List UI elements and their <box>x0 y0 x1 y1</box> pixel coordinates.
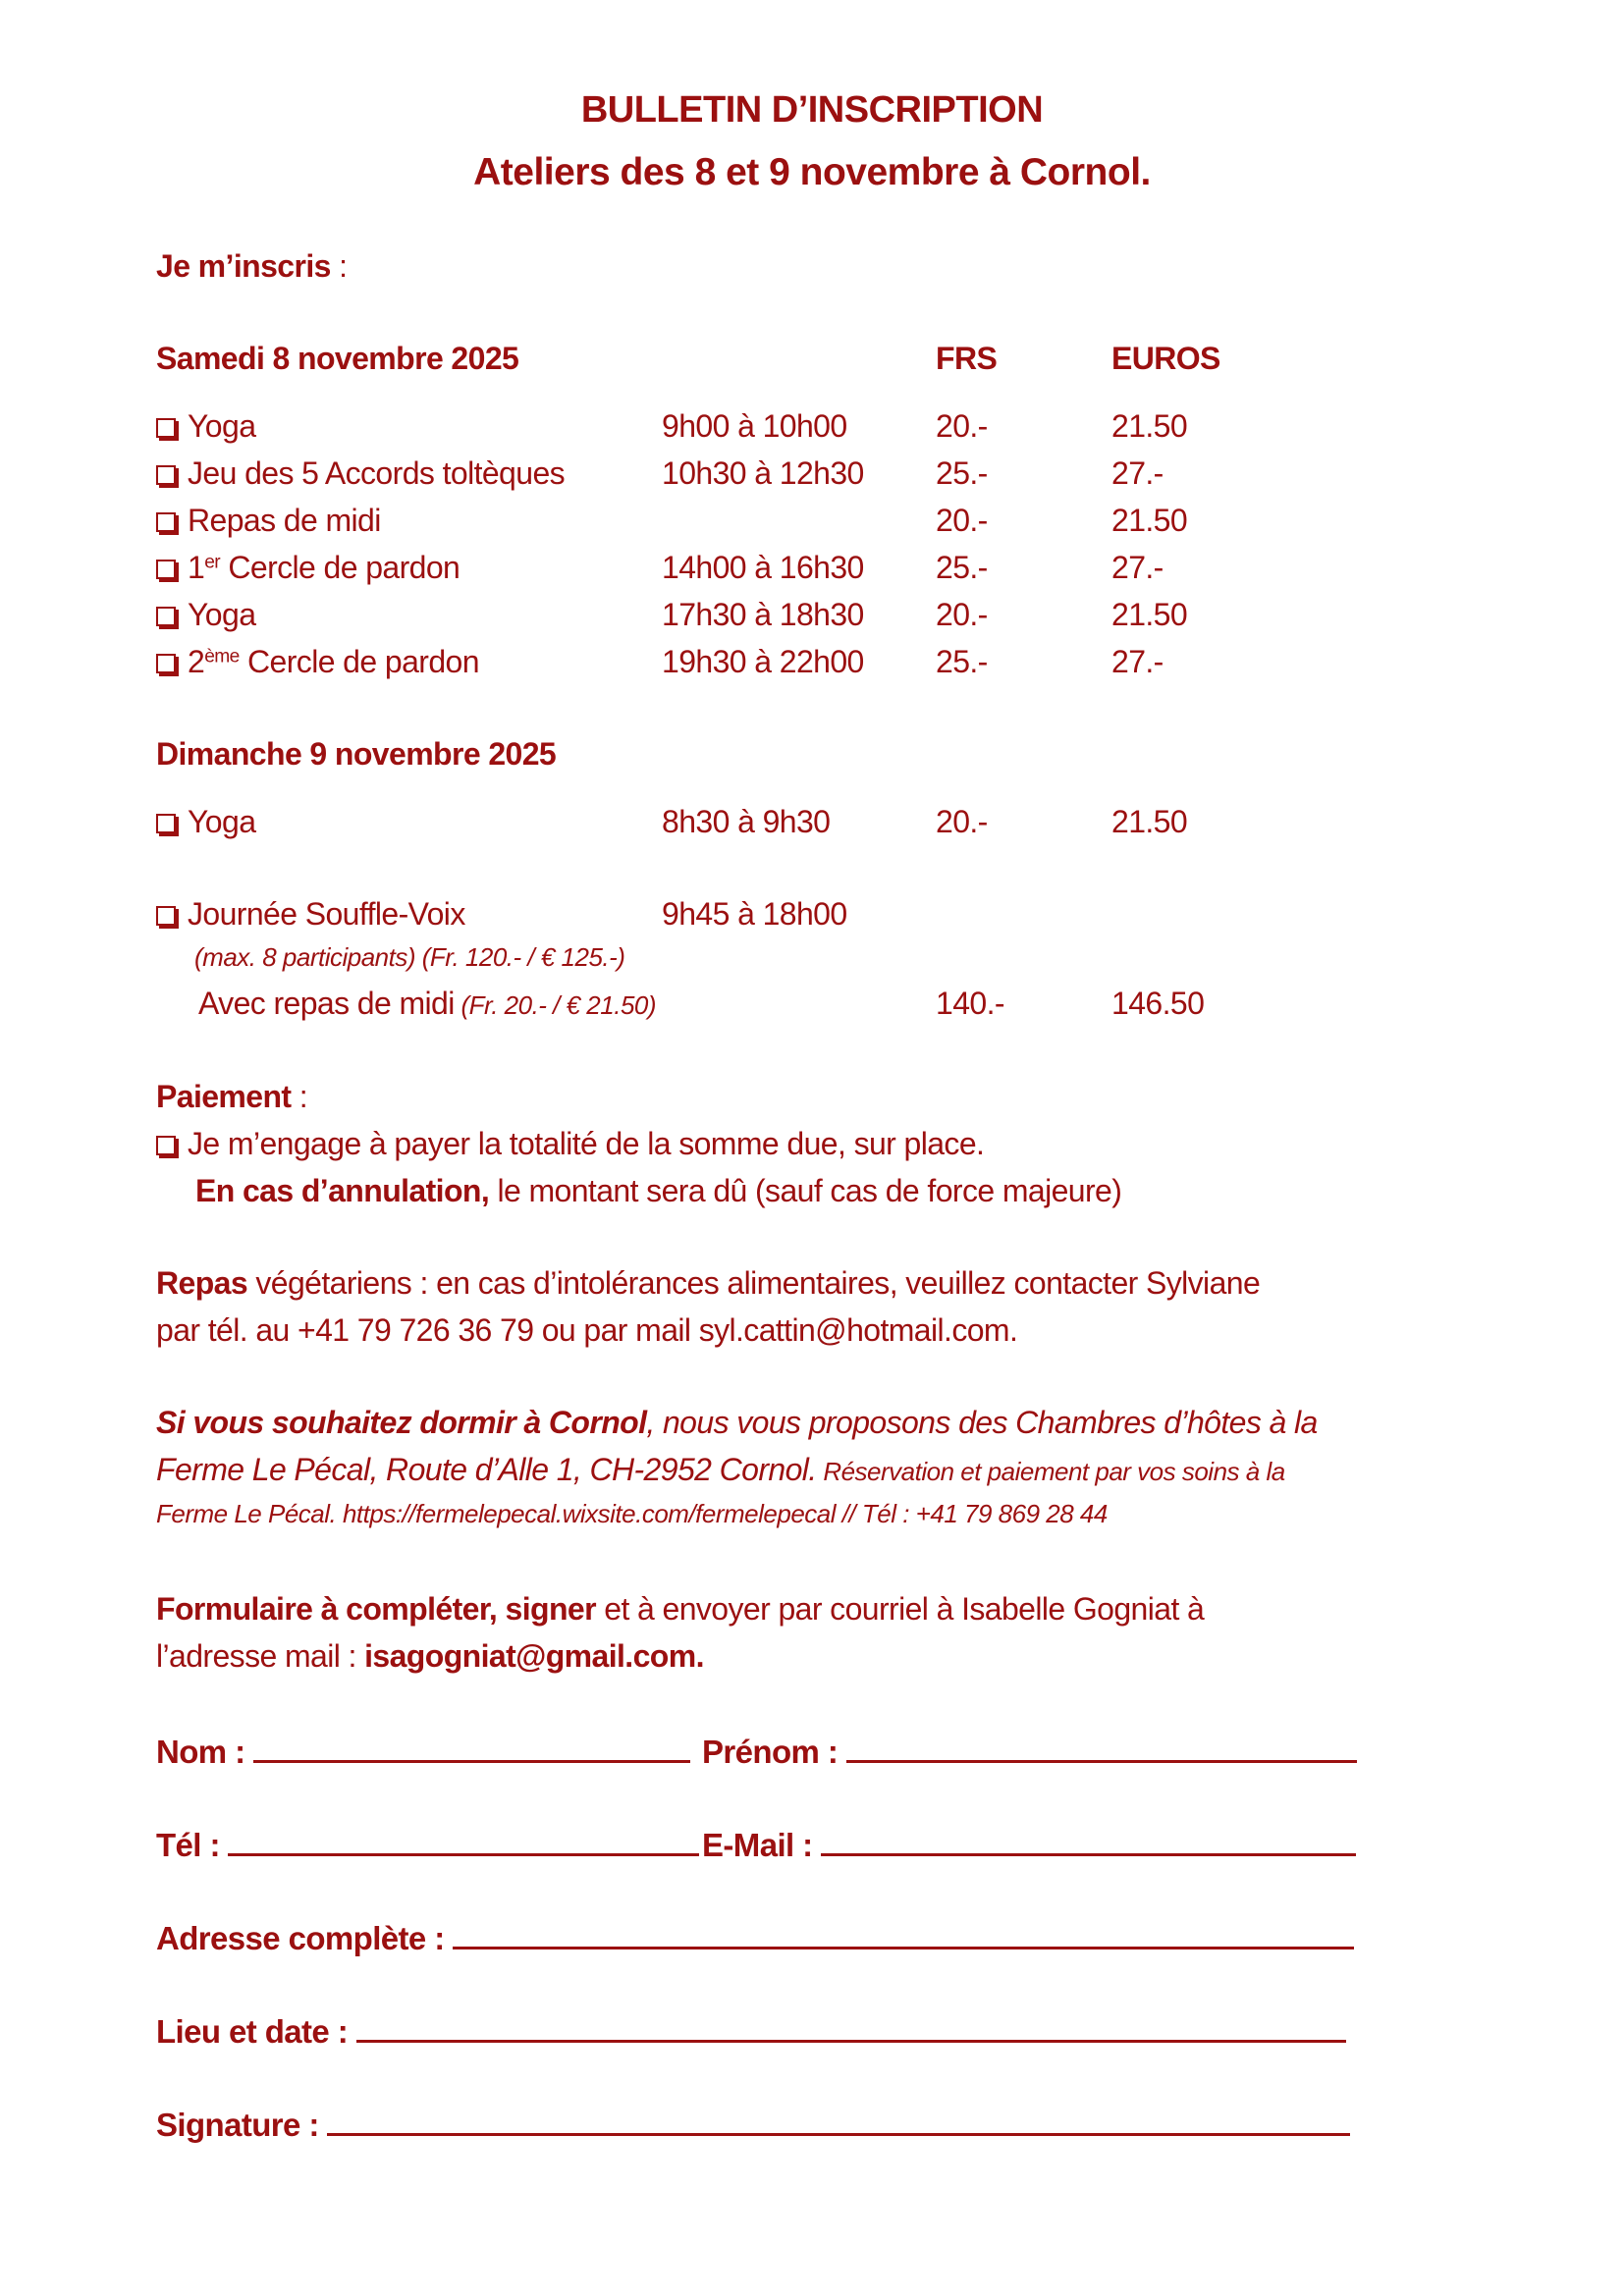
item-time: 9h00 à 10h00 <box>662 408 847 444</box>
list-item[interactable]: Yoga <box>156 599 255 630</box>
item-price-frs: 20.- <box>936 408 988 444</box>
lodging-line3: Ferme Le Pécal. https://fermelepecal.wixsite.com/fermelepecal // Tél : +41 79 869 28 44 <box>156 1499 1108 1528</box>
checkbox-icon[interactable] <box>156 814 176 833</box>
checkbox-icon[interactable] <box>156 465 176 485</box>
tel-input-line[interactable] <box>228 1826 699 1856</box>
list-item[interactable]: 1er Cercle de pardon <box>156 552 460 583</box>
meals-note-line2: par tél. au +41 79 726 36 79 ou par mail syl.cattin@hotmail.com. <box>156 1312 1018 1348</box>
email-input-line[interactable] <box>821 1826 1356 1856</box>
signature-field[interactable]: Signature : <box>156 2106 1350 2141</box>
checkbox-icon[interactable] <box>156 1136 176 1155</box>
item-time: 14h00 à 16h30 <box>662 550 864 585</box>
column-header-euros: EUROS <box>1111 341 1220 376</box>
list-item[interactable]: Repas de midi <box>156 505 381 536</box>
submit-line1: Formulaire à compléter, signer et à envoyer par courriel à Isabelle Gogniat à <box>156 1591 1205 1627</box>
item-price-euros: 21.50 <box>1111 408 1188 444</box>
checkbox-icon[interactable] <box>156 512 176 532</box>
checkbox-icon[interactable] <box>156 654 176 673</box>
list-item[interactable]: Jeu des 5 Accords toltèques <box>156 457 565 489</box>
meal-option: Avec repas de midi (Fr. 20.- / € 21.50) <box>198 986 657 1021</box>
nom-field[interactable]: Nom : <box>156 1733 690 1768</box>
item-time: 10h30 à 12h30 <box>662 455 864 491</box>
submit-line2: l’adresse mail : isagogniat@gmail.com. <box>156 1638 704 1674</box>
item-time: 17h30 à 18h30 <box>662 597 864 632</box>
intro-label: Je m’inscris <box>156 248 331 284</box>
item-price-frs: 25.- <box>936 644 988 679</box>
item-price-euros: 27.- <box>1111 644 1164 679</box>
sunday-heading: Dimanche 9 novembre 2025 <box>156 736 557 772</box>
checkbox-icon[interactable] <box>156 607 176 626</box>
nom-input-line[interactable] <box>253 1733 690 1763</box>
payment-heading: Paiement : <box>156 1079 308 1114</box>
item-price-frs: 20.- <box>936 804 988 839</box>
lodging-line2: Ferme Le Pécal, Route d’Alle 1, CH-2952 Cornol. Réservation et paiement par vos soins à la <box>156 1452 1285 1487</box>
prenom-input-line[interactable] <box>846 1733 1357 1763</box>
item-price-euros: 27.- <box>1111 550 1164 585</box>
item-price-euros: 27.- <box>1111 455 1164 491</box>
checkbox-icon[interactable] <box>156 418 176 438</box>
item-time: 19h30 à 22h00 <box>662 644 864 679</box>
document-title: BULLETIN D’INSCRIPTION <box>580 89 1044 131</box>
lodging-line1: Si vous souhaitez dormir à Cornol, nous vous proposons des Chambres d’hôtes à la <box>156 1405 1318 1440</box>
lieu-date-field[interactable]: Lieu et date : <box>156 2012 1346 2048</box>
document-subtitle: Ateliers des 8 et 9 novembre à Cornol. <box>473 151 1151 193</box>
list-item[interactable]: Yoga <box>156 806 255 837</box>
intro-line: Je m’inscris : <box>156 248 348 284</box>
meals-note-line1: Repas végétariens : en cas d’intolérances alimentaires, veuillez contacter Sylviane <box>156 1265 1261 1301</box>
checkbox-icon[interactable] <box>156 560 176 579</box>
saturday-heading: Samedi 8 novembre 2025 <box>156 341 519 376</box>
item-price-frs: 140.- <box>936 986 1004 1021</box>
email-field[interactable]: E-Mail : <box>702 1826 1356 1861</box>
tel-field[interactable]: Tél : <box>156 1826 699 1861</box>
item-price-frs: 25.- <box>936 550 988 585</box>
list-item[interactable]: 2ème Cercle de pardon <box>156 646 479 677</box>
adresse-field[interactable]: Adresse complète : <box>156 1919 1354 1954</box>
item-price-frs: 20.- <box>936 503 988 538</box>
prenom-field[interactable]: Prénom : <box>702 1733 1357 1768</box>
list-item[interactable]: Yoga <box>156 410 255 442</box>
contact-email[interactable]: isagogniat@gmail.com. <box>364 1638 704 1674</box>
signature-input-line[interactable] <box>327 2106 1350 2136</box>
item-price-euros: 146.50 <box>1111 986 1205 1021</box>
list-item[interactable]: Journée Souffle-Voix <box>156 898 465 930</box>
column-header-frs: FRS <box>936 341 998 376</box>
payment-commitment[interactable]: Je m’engage à payer la totalité de la somme due, sur place. <box>156 1128 984 1159</box>
item-price-euros: 21.50 <box>1111 503 1188 538</box>
item-note: (max. 8 participants) (Fr. 120.- / € 125.-) <box>194 942 625 972</box>
item-time: 9h45 à 18h00 <box>662 896 847 932</box>
item-price-frs: 20.- <box>936 597 988 632</box>
adresse-input-line[interactable] <box>453 1919 1354 1949</box>
lieu-date-input-line[interactable] <box>356 2012 1346 2043</box>
item-price-euros: 21.50 <box>1111 804 1188 839</box>
cancellation-note: En cas d’annulation, le montant sera dû (sauf cas de force majeure) <box>195 1173 1122 1208</box>
item-price-frs: 25.- <box>936 455 988 491</box>
checkbox-icon[interactable] <box>156 906 176 926</box>
item-time: 8h30 à 9h30 <box>662 804 831 839</box>
item-price-euros: 21.50 <box>1111 597 1188 632</box>
